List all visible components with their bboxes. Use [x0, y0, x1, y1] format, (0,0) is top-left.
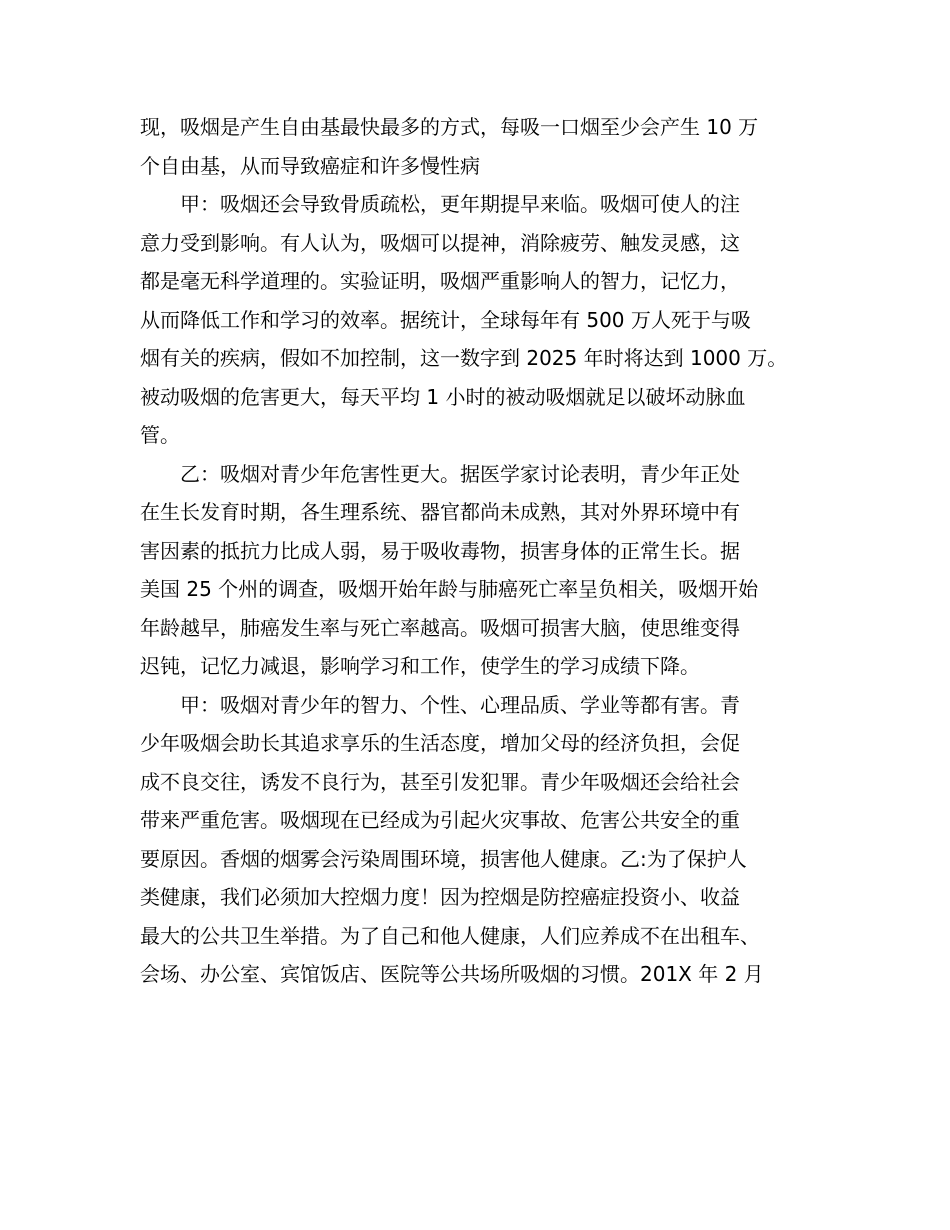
text-line: 烟有关的疾病，假如不加控制，这一数字到 2025 年时将达到 1000 万。 — [140, 346, 788, 370]
text-line: 年龄越早，肺癌发生率与死亡率越高。吸烟可损害大脑，使思维变得 — [140, 615, 740, 640]
text-line: 从而降低工作和学习的效率。据统计，全球每年有 500 万人死于与吸 — [140, 307, 751, 332]
text-line: 类健康，我们必须加大控烟力度！因为控烟是防控癌症投资小、收益 — [140, 885, 740, 909]
text-line: 个自由基，从而导致癌症和许多慢性病 — [140, 153, 480, 178]
text-line: 意力受到影响。有人认为，吸烟可以提神，消除疲劳、触发灵感，这 — [140, 230, 740, 255]
text-line: 要原因。香烟的烟雾会污染周围环境，损害他人健康。乙:为了保护人 — [140, 846, 747, 871]
text-line: 美国 25 个州的调查，吸烟开始年龄与肺癌死亡率呈负相关，吸烟开始 — [140, 577, 759, 601]
text-line: 害因素的抵抗力比成人弱，易于吸收毒物，损害身体的正常生长。据 — [140, 538, 740, 563]
text-line: 会场、办公室、宾馆饭店、医院等公共场所吸烟的习惯。201X 年 2 月 — [140, 962, 764, 986]
text-line: 最大的公共卫生举措。为了自己和他人健康，人们应养成不在出租车、 — [140, 923, 760, 948]
paragraph-start-line: 甲：吸烟还会导致骨质疏松，更年期提早来临。吸烟可使人的注 — [180, 192, 740, 216]
text-line: 带来严重危害。吸烟现在已经成为引起火灾事故、危害公共安全的重 — [140, 808, 740, 832]
text-line: 少年吸烟会助长其追求享乐的生活态度，增加父母的经济负担，会促 — [140, 731, 740, 755]
text-line: 现，吸烟是产生自由基最快最多的方式，每吸一口烟至少会产生 10 万 — [140, 115, 759, 139]
text-line: 成不良交往，诱发不良行为，甚至引发犯罪。青少年吸烟还会给社会 — [140, 769, 740, 794]
text-line: 在生长发育时期，各生理系统、器官都尚未成熟，其对外界环境中有 — [140, 500, 740, 524]
text-line: 管。 — [140, 423, 180, 447]
text-line: 迟钝，记忆力减退，影响学习和工作，使学生的学习成绩下降。 — [140, 654, 700, 678]
body-text — [140, 108, 820, 994]
text-line: 被动吸烟的危害更大，每天平均 1 小时的被动吸烟就足以破坏动脉血 — [140, 384, 746, 409]
paragraph-start-line: 乙：吸烟对青少年危害性更大。据医学家讨论表明，青少年正处 — [180, 461, 740, 486]
paragraph-start-line: 甲：吸烟对青少年的智力、个性、心理品质、学业等都有害。青 — [180, 692, 740, 717]
text-line: 都是毫无科学道理的。实验证明，吸烟严重影响人的智力，记忆力， — [140, 269, 740, 293]
